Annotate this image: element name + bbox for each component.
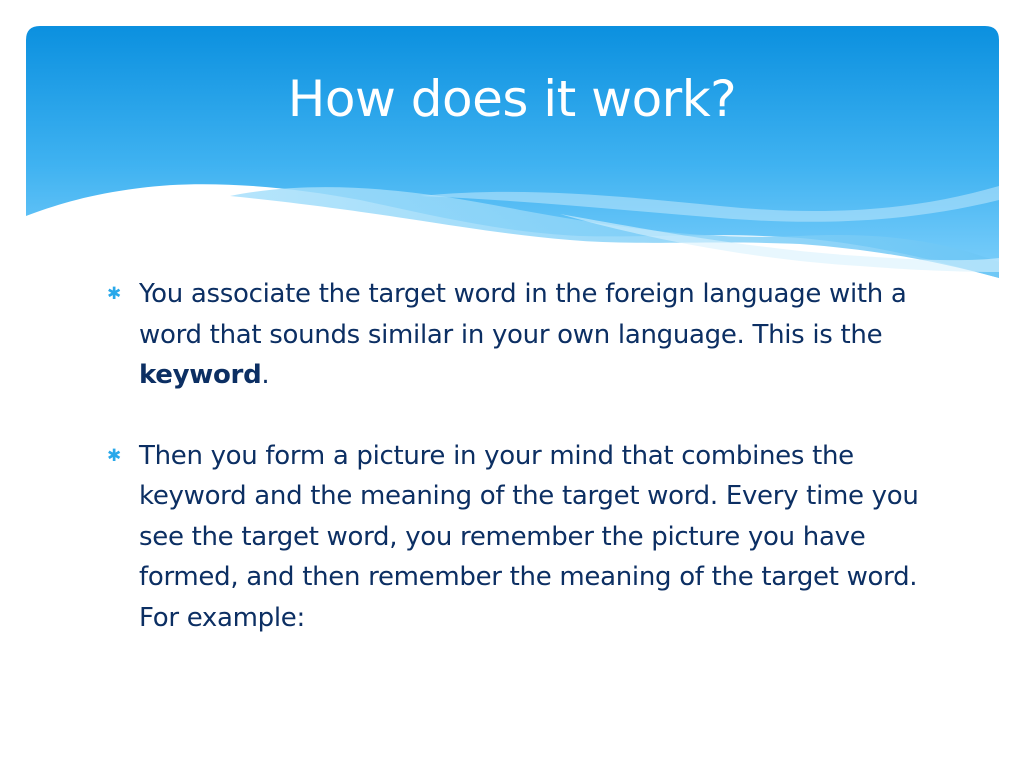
bullet-item-keyword — [103, 274, 923, 396]
bullet-item-picture — [103, 436, 923, 639]
wave-banner-graphic — [0, 0, 1024, 300]
slide-title: How does it work? — [287, 70, 737, 128]
bullet-text-lead: You associate the target word in the foreign language with a word that sounds similar in your own language. This is the — [139, 279, 907, 350]
bullet-text-tail: . — [261, 360, 270, 390]
asterisk-bullet-icon: ✱ — [107, 284, 121, 304]
bullet-text: Then you form a picture in your mind that combines the keyword and the meaning of the target word. Every time you see the target word, you remember the picture you have formed, and then remember the meaning of the target word. For example: — [139, 440, 919, 633]
bullet-list — [103, 274, 923, 638]
keyword-emphasis: keyword — [139, 360, 262, 390]
header-banner — [0, 0, 1024, 300]
asterisk-bullet-icon: ✱ — [107, 445, 121, 466]
